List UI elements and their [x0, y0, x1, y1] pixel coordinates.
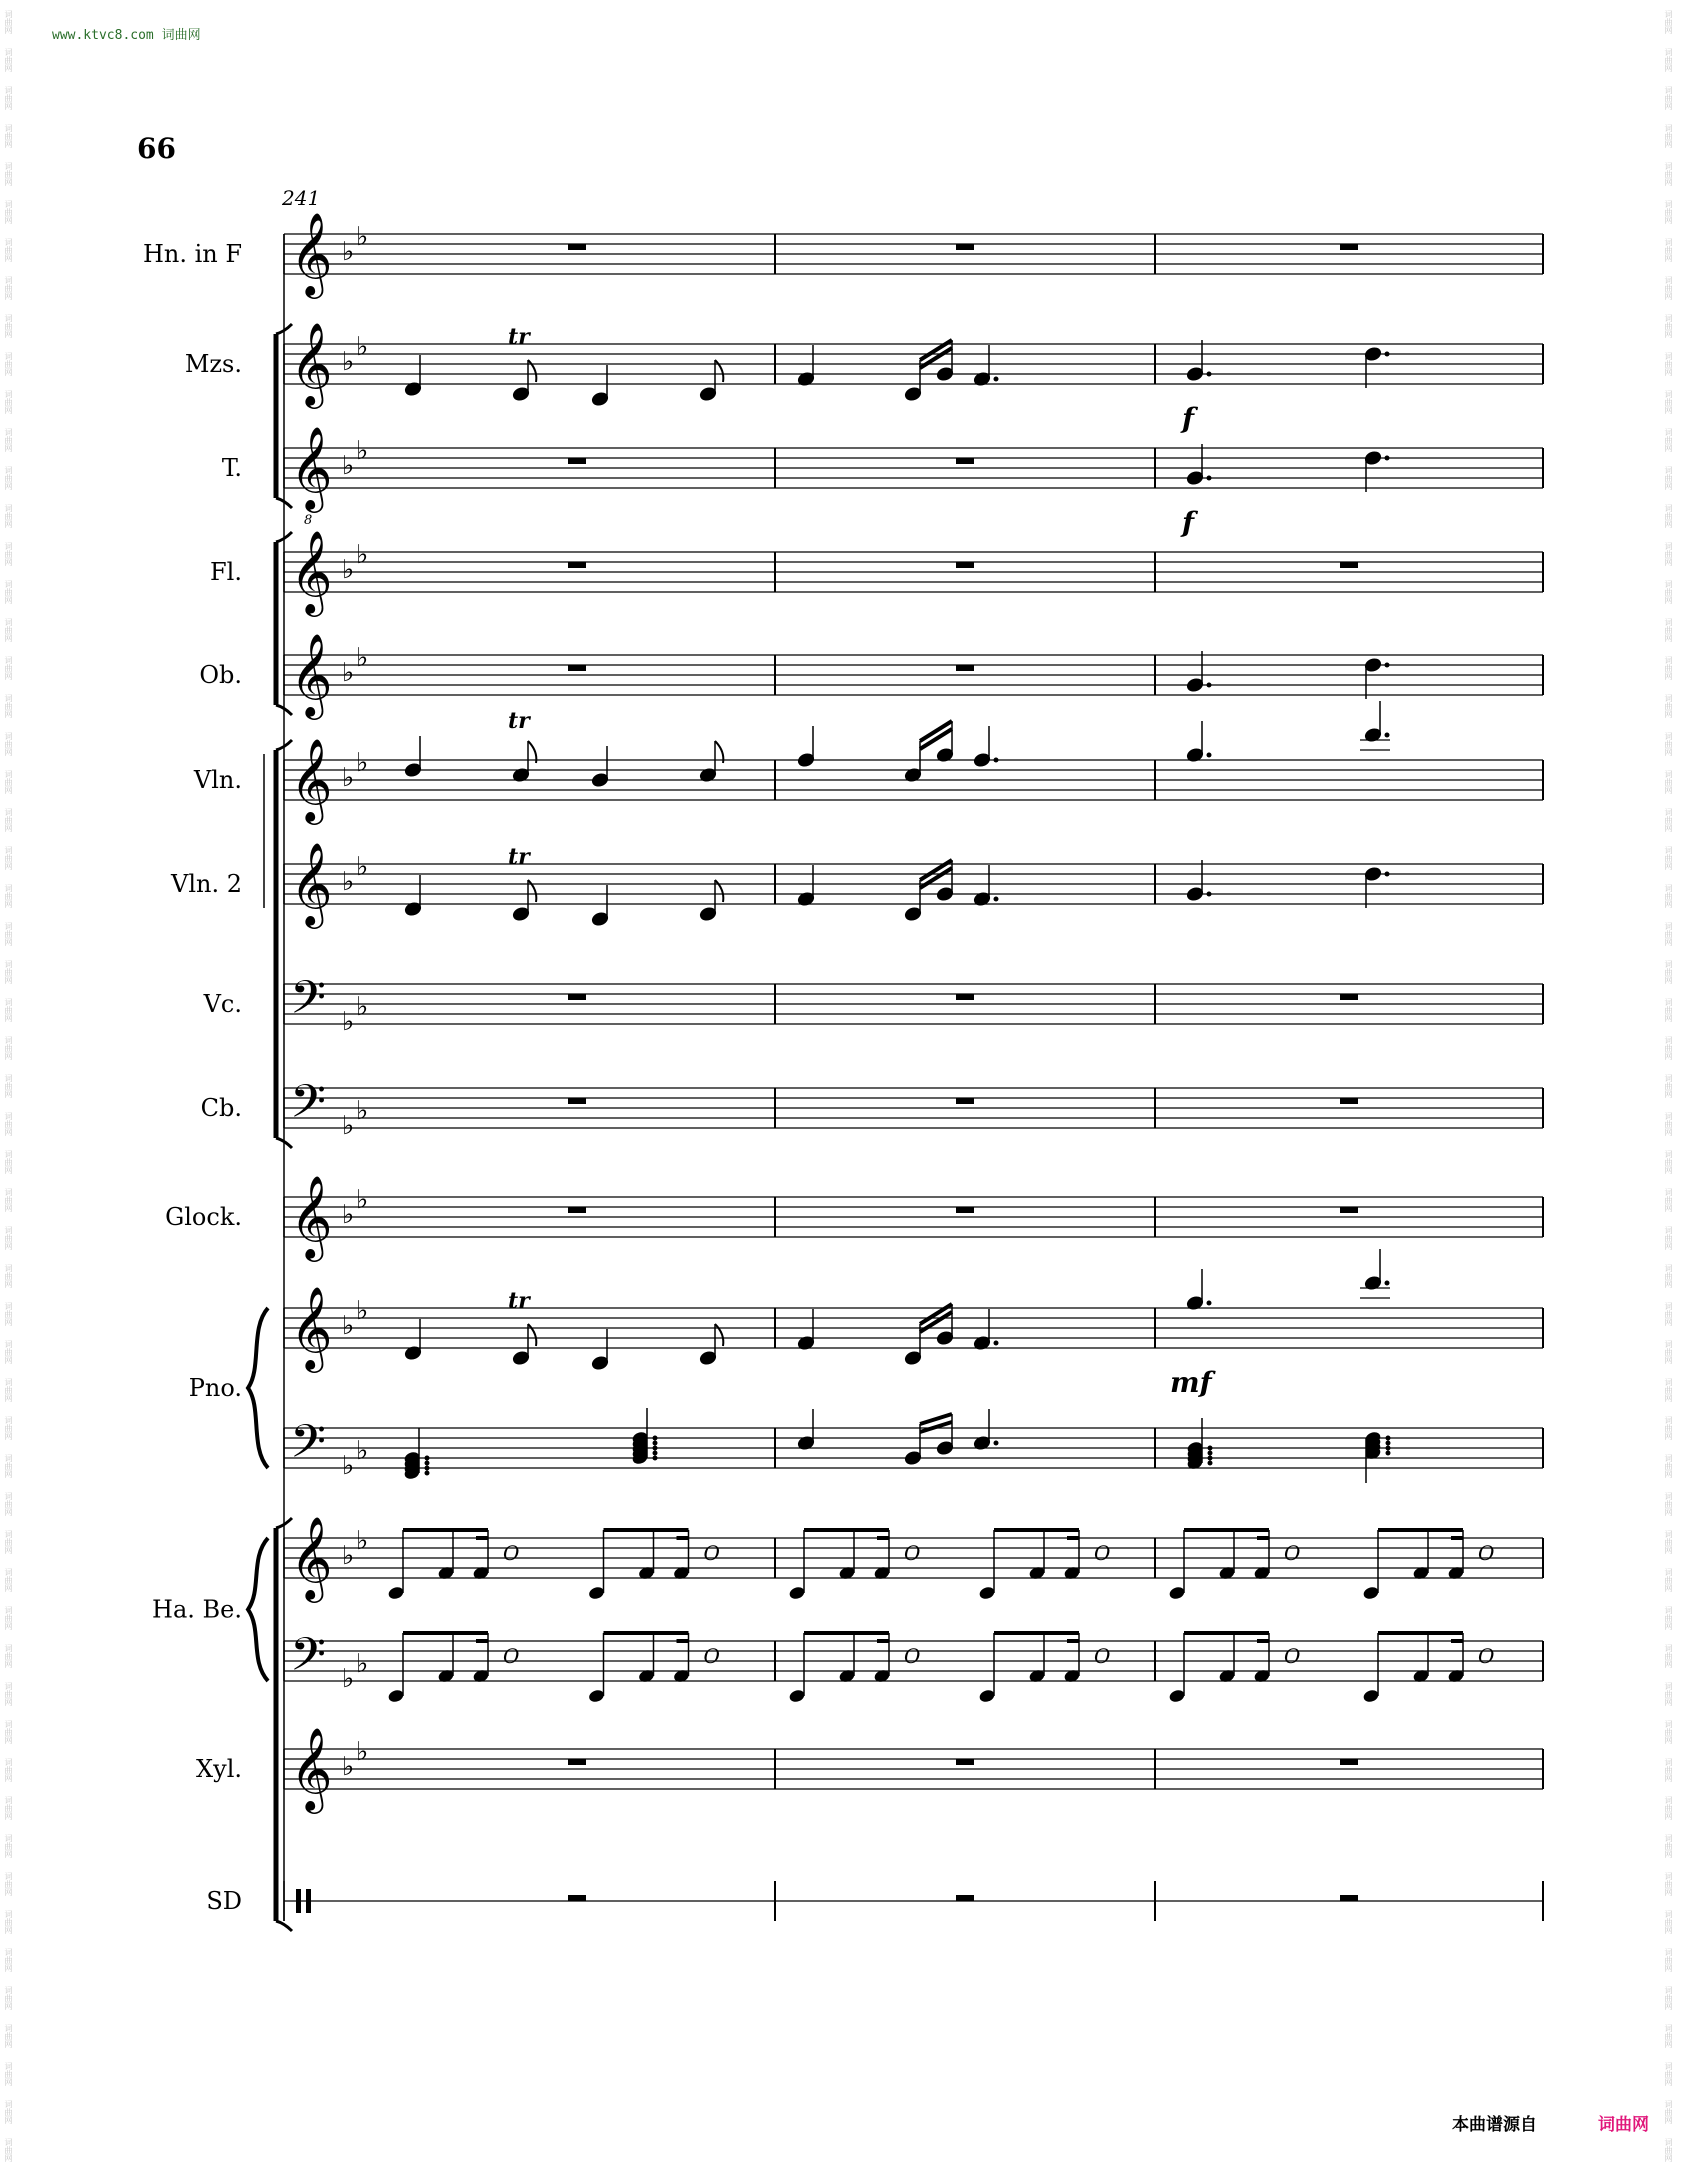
flat-icon: ♭: [342, 1311, 355, 1341]
watermark-text: 词曲网: [4, 1302, 13, 1326]
sixteenth-rest-icon: 𝑂: [904, 1644, 921, 1668]
note-dot: [425, 1456, 430, 1461]
flat-icon: ♭: [356, 222, 369, 252]
watermark-text: 词曲网: [1664, 1416, 1673, 1440]
watermark-text: 词曲网: [1664, 1150, 1673, 1174]
flat-icon: ♭: [342, 1007, 355, 1037]
watermark-text: 词曲网: [1664, 352, 1673, 376]
whole-rest: [568, 1098, 586, 1104]
instrument-label-cb: Cb.: [200, 1094, 242, 1122]
watermark-text: 词曲网: [1664, 1758, 1673, 1782]
sixteenth-rest-icon: 𝑂: [1478, 1644, 1495, 1668]
note-dot: [653, 1441, 658, 1446]
watermark-text: 词曲网: [4, 48, 13, 72]
watermark-text: 词曲网: [1664, 618, 1673, 642]
watermark-text: 词曲网: [1664, 656, 1673, 680]
instrument-label-pno: Pno.: [188, 1374, 242, 1402]
treble-clef-icon: 𝄞: [290, 321, 333, 405]
whole-rest: [1340, 1759, 1358, 1765]
watermark-text: 词曲网: [1664, 1378, 1673, 1402]
flat-icon: ♭: [356, 852, 369, 882]
treble-clef-icon: 𝄞: [290, 737, 333, 821]
watermark-text: 词曲网: [1664, 1074, 1673, 1098]
watermark-text: 词曲网: [1664, 238, 1673, 262]
percussion-clef-icon: [296, 1889, 301, 1913]
sixteenth-rest-icon: 𝑂: [1284, 1541, 1301, 1565]
treble-clef-icon: 𝄞: [290, 1174, 333, 1258]
watermark-text: 词曲网: [1664, 1644, 1673, 1668]
watermark-text: 词曲网: [1664, 1036, 1673, 1060]
watermark-text: 词曲网: [1664, 922, 1673, 946]
note-dot: [1207, 1301, 1212, 1306]
treble-clef-icon: 𝄞: [290, 425, 333, 509]
note-dot: [1386, 1436, 1391, 1441]
flat-icon: ♭: [342, 1451, 355, 1481]
note-dot: [1385, 1281, 1390, 1286]
watermark-text: 词曲网: [1664, 1112, 1673, 1136]
flat-icon: ♭: [342, 867, 355, 897]
flat-icon: ♭: [342, 237, 355, 267]
note-dot: [1385, 456, 1390, 461]
treble-clef-icon: 𝄞: [290, 1726, 333, 1810]
notes: [387, 244, 1494, 1901]
instrument-label-t: T.: [221, 454, 242, 482]
watermark-text: 词曲网: [1664, 1264, 1673, 1288]
watermark-text: 词曲网: [4, 732, 13, 756]
note-dot: [994, 897, 999, 902]
note-dot: [653, 1451, 658, 1456]
watermark-text: 词曲网: [4, 1188, 13, 1212]
watermark-text: 词曲网: [1664, 846, 1673, 870]
watermark-text: 词曲网: [4, 770, 13, 794]
percussion-clef-icon: [306, 1889, 311, 1913]
watermark-text: 词曲网: [1664, 770, 1673, 794]
watermark-text: 词曲网: [1664, 580, 1673, 604]
note-flag: [528, 880, 536, 902]
watermark-text: 词曲网: [4, 1416, 13, 1440]
watermark-text: 词曲网: [4, 2138, 13, 2162]
note-dot: [1385, 733, 1390, 738]
instrument-label-vc: Vc.: [203, 990, 242, 1018]
flat-icon: ♭: [342, 1200, 355, 1230]
flat-icon: ♭: [356, 1737, 369, 1767]
watermark-text: 词曲网: [1664, 1682, 1673, 1706]
measure-number: 241: [282, 186, 321, 210]
flat-icon: ♭: [356, 1436, 369, 1466]
watermark-text: 词曲网: [4, 1454, 13, 1478]
flat-icon: ♭: [342, 763, 355, 793]
piano-brace: [248, 1308, 268, 1468]
sixteenth-rest-icon: 𝑂: [503, 1644, 520, 1668]
watermark-text: 词曲网: [4, 2024, 13, 2048]
watermark-text: 词曲网: [1664, 504, 1673, 528]
watermark-text: 词曲网: [1664, 428, 1673, 452]
note-dot: [425, 1461, 430, 1466]
watermark-text: 词曲网: [1664, 10, 1673, 34]
watermark-text: 词曲网: [1664, 732, 1673, 756]
instrument-label-vln1: Vln.: [193, 766, 242, 794]
site-header[interactable]: www.ktvc8.com 词曲网: [52, 28, 201, 43]
watermark-text: 词曲网: [4, 1226, 13, 1250]
watermark-text: 词曲网: [1664, 86, 1673, 110]
flat-icon: ♭: [356, 1526, 369, 1556]
watermark-text: 词曲网: [1664, 1188, 1673, 1212]
harp-brace: [248, 1538, 268, 1681]
watermark-text: 词曲网: [1664, 1454, 1673, 1478]
watermark-text: 词曲网: [1664, 1986, 1673, 2010]
flat-icon: ♭: [356, 748, 369, 778]
flat-icon: ♭: [356, 1096, 369, 1126]
sixteenth-rest-icon: 𝑂: [1094, 1644, 1111, 1668]
watermark-text: 词曲网: [1664, 884, 1673, 908]
watermark-text: 词曲网: [1664, 960, 1673, 984]
watermark-text: 词曲网: [4, 86, 13, 110]
watermark-text: 词曲网: [1664, 1568, 1673, 1592]
watermark-text: 词曲网: [1664, 276, 1673, 300]
treble-clef-icon: 𝄞: [290, 1285, 333, 1369]
watermark-text: 词曲网: [4, 960, 13, 984]
whole-rest: [956, 1098, 974, 1104]
watermark-text: 词曲网: [4, 542, 13, 566]
watermark-text: 词曲网: [4, 10, 13, 34]
instrument-label-hn: Hn. in F: [142, 240, 242, 268]
whole-rest: [956, 244, 974, 250]
flat-icon: ♭: [342, 1664, 355, 1694]
flat-icon: ♭: [356, 1649, 369, 1679]
sixteenth-rest-icon: 𝑂: [904, 1541, 921, 1565]
watermark-text: 词曲网: [4, 466, 13, 490]
flat-icon: ♭: [342, 658, 355, 688]
trill-marking: tr: [508, 708, 530, 734]
note-dot: [1385, 352, 1390, 357]
note-dot: [1386, 1446, 1391, 1451]
whole-rest: [956, 1207, 974, 1213]
watermark-text: 词曲网: [4, 1758, 13, 1782]
whole-rest: [568, 665, 586, 671]
note-dot: [1207, 683, 1212, 688]
watermark-text: 词曲网: [1664, 694, 1673, 718]
watermark-text: 词曲网: [4, 1036, 13, 1060]
sixteenth-rest-icon: 𝑂: [1094, 1541, 1111, 1565]
flat-icon: ♭: [356, 1185, 369, 1215]
sixteenth-rest-icon: 𝑂: [703, 1541, 720, 1565]
note-dot: [994, 377, 999, 382]
note-dot: [653, 1436, 658, 1441]
watermark-text: 词曲网: [1664, 1796, 1673, 1820]
instrument-label-sd: SD: [206, 1887, 242, 1915]
watermark-text: 词曲网: [1664, 314, 1673, 338]
whole-rest: [568, 1895, 586, 1901]
watermark-text: 词曲网: [1664, 48, 1673, 72]
watermark-text: 词曲网: [4, 1568, 13, 1592]
watermark-text: 词曲网: [1664, 1834, 1673, 1858]
instrument-labels: [143, 240, 242, 1915]
watermark-text: 词曲网: [4, 1796, 13, 1820]
watermark-text: 词曲网: [1664, 1492, 1673, 1516]
percussion-bracket: [276, 1921, 292, 1931]
whole-rest: [1340, 1207, 1358, 1213]
whole-rest: [1340, 1895, 1358, 1901]
watermark-text: 词曲网: [4, 1986, 13, 2010]
sixteenth-rest-icon: 𝑂: [1284, 1644, 1301, 1668]
watermark-text: 词曲网: [1664, 1872, 1673, 1896]
watermark-text: 词曲网: [4, 1150, 13, 1174]
instrument-label-vln2: Vln. 2: [171, 870, 242, 898]
watermark-text: 词曲网: [4, 998, 13, 1022]
note-dot: [1207, 476, 1212, 481]
instrument-label-glock: Glock.: [165, 1203, 242, 1231]
note-dot: [1386, 1441, 1391, 1446]
note-flag: [715, 360, 723, 382]
whole-rest: [568, 1759, 586, 1765]
note-dot: [1207, 892, 1212, 897]
watermark-text: 词曲网: [4, 162, 13, 186]
watermark-text: 词曲网: [4, 504, 13, 528]
watermark-text: 词曲网: [4, 1112, 13, 1136]
watermark-text: 词曲网: [4, 238, 13, 262]
whole-rest: [956, 1759, 974, 1765]
sixteenth-rest-icon: 𝑂: [1478, 1541, 1495, 1565]
treble-clef-icon: 𝄞: [290, 211, 333, 295]
trill-marking: tr: [508, 324, 530, 350]
watermark-text: 词曲网: [1664, 2138, 1673, 2162]
watermark-text: 词曲网: [1664, 1720, 1673, 1744]
note-dot: [1208, 1456, 1213, 1461]
watermark-text: 词曲网: [4, 846, 13, 870]
whole-rest: [956, 458, 974, 464]
watermark-text: 词曲网: [1664, 542, 1673, 566]
note-dot: [1208, 1446, 1213, 1451]
whole-rest: [568, 562, 586, 568]
markings: [508, 324, 1217, 1399]
note-dot: [425, 1471, 430, 1476]
whole-rest: [956, 994, 974, 1000]
watermark-text: 词曲网: [1664, 2062, 1673, 2086]
treble-clef-icon: 𝄞: [290, 529, 333, 613]
watermark-text: 词曲网: [1664, 1302, 1673, 1326]
bass-clef-icon: 𝄢: [290, 971, 327, 1036]
trill-marking: tr: [508, 844, 530, 870]
sixteenth-rest-icon: 𝑂: [703, 1644, 720, 1668]
note-dot: [653, 1456, 658, 1461]
instrument-label-ha: Ha. Be.: [152, 1595, 242, 1624]
note-dot: [1207, 753, 1212, 758]
instrument-label-ob: Ob.: [199, 661, 242, 689]
note-dot: [994, 1341, 999, 1346]
whole-rest: [1340, 244, 1358, 250]
watermark-text: 词曲网: [4, 276, 13, 300]
watermark-text: 词曲网: [1664, 998, 1673, 1022]
flat-icon: ♭: [356, 1296, 369, 1326]
watermark-text: 词曲网: [4, 1492, 13, 1516]
treble-clef-icon: 𝄞: [290, 632, 333, 716]
whole-rest: [956, 562, 974, 568]
note-flag: [715, 880, 723, 902]
flat-icon: ♭: [356, 436, 369, 466]
watermark-text: 词曲网: [4, 1074, 13, 1098]
flat-icon: ♭: [342, 555, 355, 585]
clef-octave-mark: 8: [304, 513, 313, 528]
watermark-text: 词曲网: [4, 428, 13, 452]
note-flag: [715, 1324, 723, 1346]
note-dot: [1208, 1461, 1213, 1466]
note-dot: [994, 758, 999, 763]
watermark-text: 词曲网: [4, 314, 13, 338]
flat-icon: ♭: [356, 540, 369, 570]
whole-rest: [568, 458, 586, 464]
flat-icon: ♭: [342, 1752, 355, 1782]
flat-icon: ♭: [356, 992, 369, 1022]
watermark-text: 词曲网: [4, 1872, 13, 1896]
bass-clef-icon: 𝄢: [290, 1628, 327, 1693]
note-flag: [528, 360, 536, 382]
watermark-text: 词曲网: [4, 656, 13, 680]
watermark-text: 词曲网: [4, 1910, 13, 1934]
flat-icon: ♭: [342, 1111, 355, 1141]
note-dot: [1207, 372, 1212, 377]
dynamic-forte: f: [1182, 506, 1195, 539]
watermark-text: 词曲网: [4, 618, 13, 642]
footer-source-label: 本曲谱源自: [1452, 2115, 1537, 2135]
whole-rest: [956, 1895, 974, 1901]
watermark-text: 词曲网: [1664, 808, 1673, 832]
instrument-label-fl: Fl.: [210, 558, 242, 586]
flat-icon: ♭: [342, 451, 355, 481]
whole-rest: [1340, 562, 1358, 568]
trill-marking: tr: [508, 1288, 530, 1314]
watermark-text: 词曲网: [1664, 1910, 1673, 1934]
instrument-label-xyl: Xyl.: [196, 1755, 242, 1783]
watermark-text: 词曲网: [1664, 1226, 1673, 1250]
watermark-text: 词曲网: [4, 922, 13, 946]
watermark-text: 词曲网: [4, 124, 13, 148]
watermark-text: 词曲网: [4, 1378, 13, 1402]
note-dot: [653, 1446, 658, 1451]
note-dot: [1386, 1451, 1391, 1456]
watermark-text: 词曲网: [4, 2100, 13, 2124]
note-dot: [425, 1466, 430, 1471]
watermark-text: 词曲网: [4, 1264, 13, 1288]
whole-rest: [1340, 994, 1358, 1000]
watermark-text: 词曲网: [4, 200, 13, 224]
watermark-text: 词曲网: [1664, 1340, 1673, 1364]
footer-site-link[interactable]: 词曲网: [1598, 2115, 1649, 2135]
watermark-text: 词曲网: [1664, 162, 1673, 186]
bass-clef-icon: 𝄢: [290, 1075, 327, 1140]
page-number: 66: [137, 132, 176, 165]
watermark-text: 词曲网: [4, 1644, 13, 1668]
watermark-text: 词曲网: [4, 1720, 13, 1744]
note-dot: [1385, 663, 1390, 668]
dynamic-forte: f: [1182, 402, 1195, 435]
flat-icon: ♭: [356, 332, 369, 362]
watermark-text: 词曲网: [1664, 1606, 1673, 1630]
whole-rest: [568, 244, 586, 250]
whole-rest: [568, 994, 586, 1000]
watermark-text: 词曲网: [4, 694, 13, 718]
watermark-text: 词曲网: [4, 352, 13, 376]
treble-clef-icon: 𝄞: [290, 841, 333, 925]
watermark-text: 词曲网: [1664, 200, 1673, 224]
dynamic-mezzo-forte: mf: [1170, 1366, 1212, 1399]
watermark-text: 词曲网: [4, 1530, 13, 1554]
watermark-text: 词曲网: [4, 1834, 13, 1858]
watermark-text: 词曲网: [1664, 124, 1673, 148]
whole-rest: [568, 1207, 586, 1213]
note-dot: [1208, 1451, 1213, 1456]
watermark-text: 词曲网: [4, 1948, 13, 1972]
sixteenth-rest-icon: 𝑂: [503, 1541, 520, 1565]
whole-rest: [956, 665, 974, 671]
bass-clef-icon: 𝄢: [290, 1415, 327, 1480]
treble-clef-icon: 𝄞: [290, 1515, 333, 1599]
watermark-text: 词曲网: [4, 884, 13, 908]
watermark-text: 词曲网: [4, 1682, 13, 1706]
watermark-text: 词曲网: [4, 1340, 13, 1364]
watermark-text: 词曲网: [4, 2062, 13, 2086]
note-dot: [994, 1441, 999, 1446]
whole-rest: [1340, 1098, 1358, 1104]
flat-icon: ♭: [356, 643, 369, 673]
watermark-text: 词曲网: [1664, 466, 1673, 490]
watermark-text: 词曲网: [4, 808, 13, 832]
watermark-text: 词曲网: [1664, 1530, 1673, 1554]
watermark-text: 词曲网: [4, 1606, 13, 1630]
instrument-label-mzs: Mzs.: [184, 350, 242, 378]
watermark-text: 词曲网: [4, 390, 13, 414]
watermark-text: 词曲网: [1664, 2100, 1673, 2124]
watermark-text: 词曲网: [1664, 1948, 1673, 1972]
note-flag: [528, 1324, 536, 1346]
watermark-text: 词曲网: [4, 580, 13, 604]
watermark-text: 词曲网: [1664, 390, 1673, 414]
watermark-text: 词曲网: [1664, 2024, 1673, 2048]
flat-icon: ♭: [342, 347, 355, 377]
note-dot: [1385, 872, 1390, 877]
flat-icon: ♭: [342, 1541, 355, 1571]
